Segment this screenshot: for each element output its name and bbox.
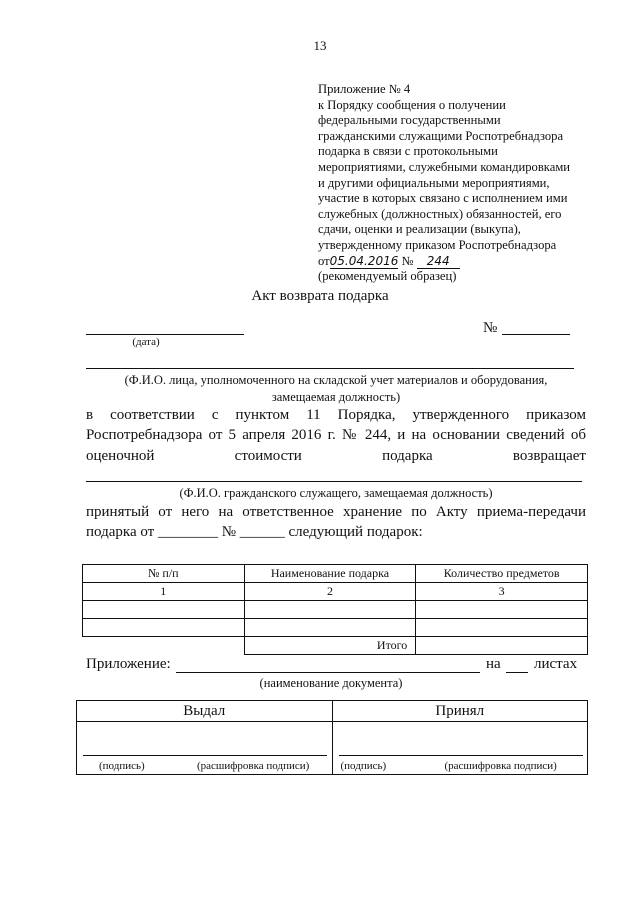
- table-cell: [83, 637, 245, 655]
- body-line: в соответствии с пунктом 11 Порядка, утвержденного приказом: [86, 407, 586, 423]
- accepted-signature-line: [339, 755, 583, 756]
- total-value[interactable]: [416, 637, 588, 655]
- table-row: [83, 601, 588, 619]
- servant-caption: (Ф.И.О. гражданского служащего, замещаемая должность): [179, 486, 493, 500]
- issued-signature-line: [83, 755, 327, 756]
- table-cell[interactable]: [83, 601, 245, 619]
- page-number: 13: [313, 38, 327, 53]
- body-line: Роспотребнадзора от 5 апреля 2016 г. № 244, и на основании сведений об: [86, 427, 586, 443]
- appendix-line: мероприятиями, служебными командировками: [318, 159, 571, 174]
- appendix-line: утвержденному приказом Роспотребнадзора: [318, 237, 557, 252]
- issued-signature-caption: (подпись): [99, 760, 145, 772]
- column-number: 1: [83, 583, 245, 601]
- servant-line: [86, 481, 582, 482]
- header-gift-name: Наименование подарка: [244, 565, 416, 583]
- issued-decoding-caption: (расшифровка подписи): [197, 760, 310, 772]
- accepted-decoding-caption: (расшифровка подписи): [444, 760, 557, 772]
- accepted-signature-box[interactable]: [332, 722, 588, 775]
- table-cell[interactable]: [244, 619, 416, 637]
- appendix-line: подарка в связи с протокольными: [318, 144, 498, 159]
- table-row: [83, 565, 588, 583]
- sheets-count-line[interactable]: [506, 672, 528, 673]
- official-line: [86, 368, 574, 369]
- sheets-label: листах: [534, 656, 578, 672]
- body-line: принятый от него на ответственное хранение по Акту приема-передачи: [86, 504, 586, 520]
- attachment-label: Приложение:: [86, 656, 171, 672]
- header-quantity: Количество предметов: [416, 565, 588, 583]
- issued-header: Выдал: [77, 701, 333, 722]
- date-caption: (дата): [132, 336, 160, 348]
- appendix-line: гражданскими служащими Роспотребнадзора: [318, 128, 564, 143]
- order-reference: [318, 254, 618, 270]
- accepted-header: Принял: [332, 701, 588, 722]
- attachment-line[interactable]: [176, 672, 480, 673]
- issued-signature-box[interactable]: [77, 722, 333, 775]
- order-date: 05.04.2016: [329, 253, 399, 268]
- table-row: [83, 619, 588, 637]
- signature-table: [76, 700, 588, 775]
- number-line: [502, 334, 570, 335]
- accepted-signature-caption: (подпись): [340, 760, 387, 772]
- column-number: 2: [244, 583, 416, 601]
- column-number: 3: [416, 583, 588, 601]
- appendix-line: сдачи, оценки и реализации (выкупа),: [318, 222, 521, 237]
- number-label: №: [483, 320, 498, 336]
- gift-table: [82, 564, 588, 655]
- table-row: [77, 722, 588, 775]
- appendix-line: служебных (должностных) обязанностей, его: [318, 206, 562, 221]
- table-cell[interactable]: [416, 601, 588, 619]
- table-cell[interactable]: [416, 619, 588, 637]
- total-label: Итого: [244, 637, 416, 655]
- body-line: подарка от ________ № ______ следующий подарок:: [86, 524, 423, 540]
- official-caption: замещаемая должность): [271, 390, 401, 404]
- body-line: оценочной стоимости подарка возвращает: [86, 448, 586, 464]
- attachment-caption: (наименование документа): [259, 676, 403, 690]
- table-row: [77, 701, 588, 722]
- header-number: № п/п: [83, 565, 245, 583]
- document-title: Акт возврата подарка: [251, 288, 389, 304]
- appendix-line: федеральными государственными: [318, 113, 501, 128]
- appendix-line: участие в которых связано с исполнением ими: [318, 191, 568, 206]
- order-prefix: от: [318, 253, 330, 268]
- date-line: [86, 334, 244, 335]
- attachment-on-label: на: [486, 656, 501, 672]
- order-number: 244: [417, 255, 460, 269]
- table-cell[interactable]: [244, 601, 416, 619]
- sample-note: (рекомендуемый образец): [318, 269, 457, 284]
- official-caption: (Ф.И.О. лица, уполномоченного на складской учет материалов и оборудования,: [124, 373, 548, 387]
- table-cell[interactable]: [83, 619, 245, 637]
- table-row: [83, 637, 588, 655]
- appendix-line: к Порядку сообщения о получении: [318, 97, 506, 112]
- table-row: [83, 583, 588, 601]
- appendix-line: Приложение № 4: [318, 82, 411, 96]
- appendix-block: [318, 82, 618, 285]
- order-number-label: №: [401, 253, 414, 268]
- appendix-line: и другими официальными мероприятиями,: [318, 175, 550, 190]
